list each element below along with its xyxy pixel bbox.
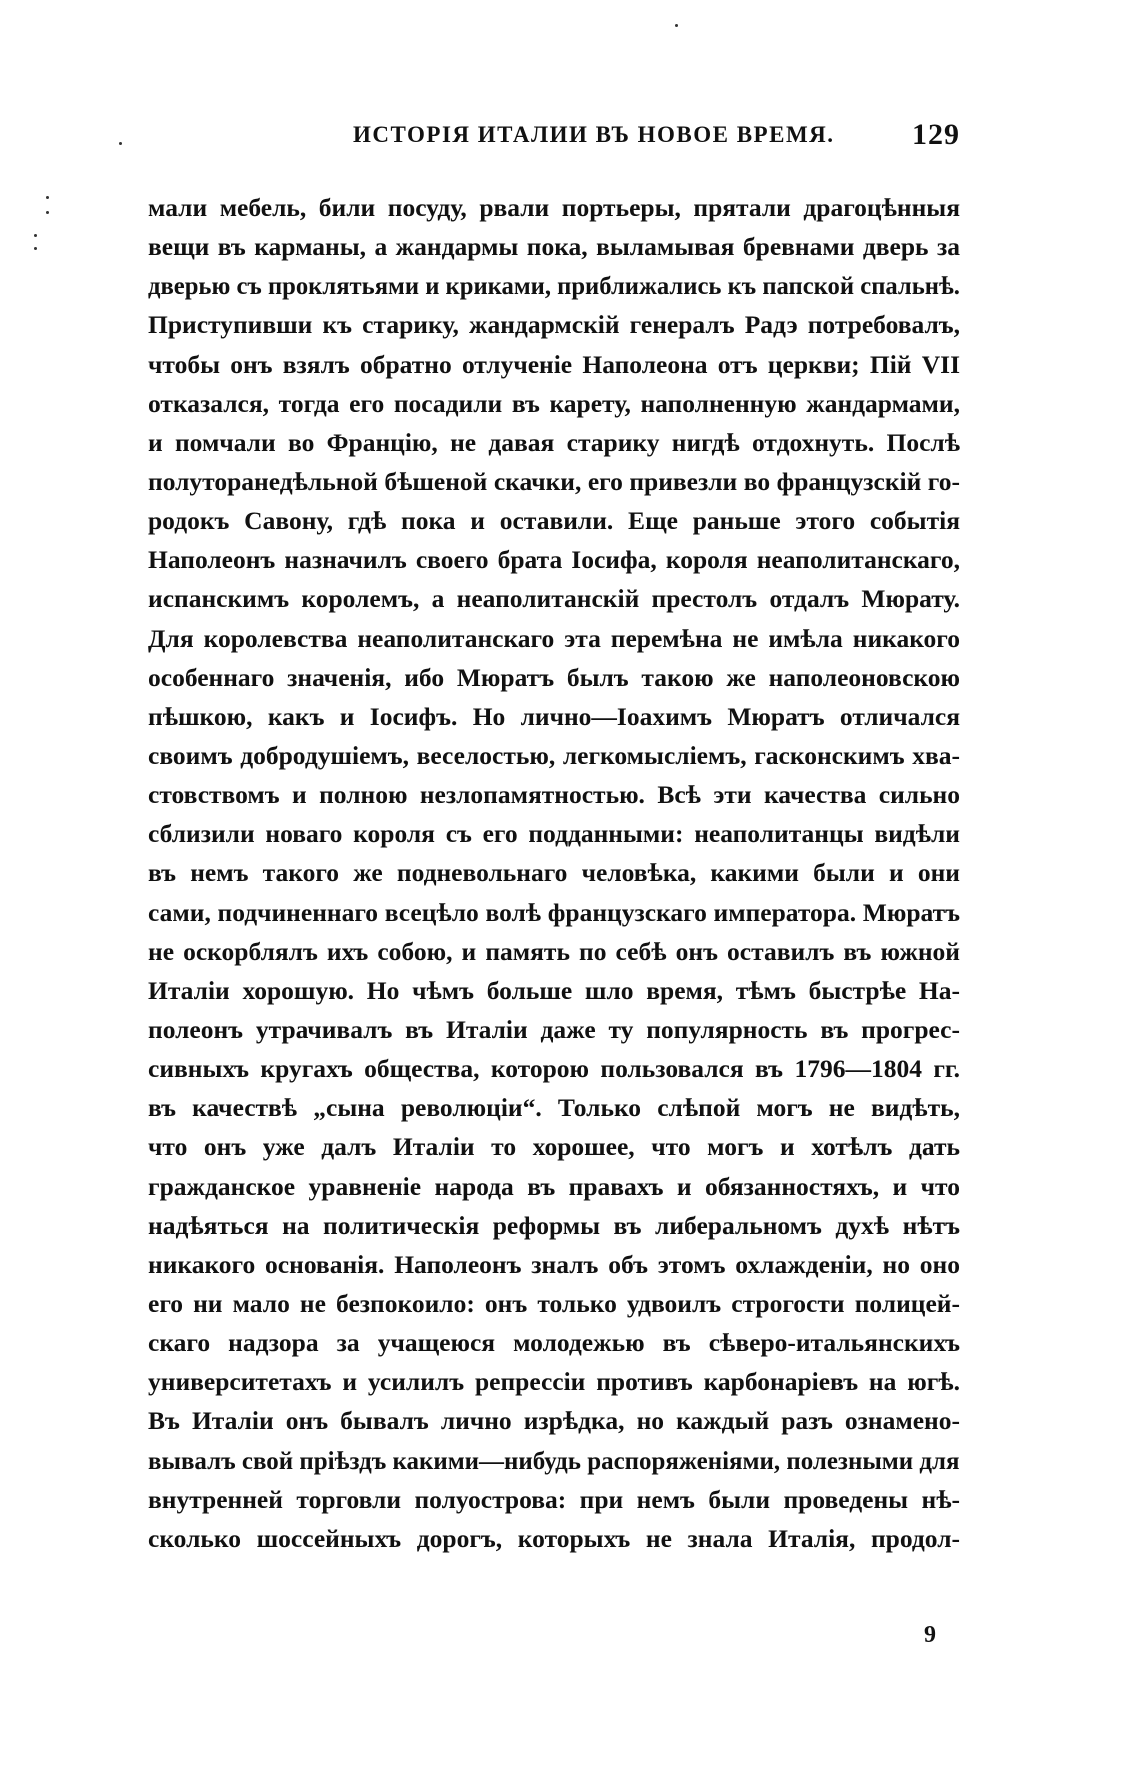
running-header	[148, 118, 960, 158]
text-line: дверью съ проклятьями и криками, приближались къ папской спальнѣ.	[148, 271, 960, 301]
text-line: мали мебель, били посуду, рвали портьеры, прятали драгоцѣнныя	[148, 193, 960, 222]
page-number: 129	[912, 118, 960, 151]
text-line: въ качествѣ „сына революціи“. Только слѣпой могъ не видѣть,	[148, 1093, 960, 1123]
text-line: чтобы онъ взялъ обратно отлученіе Наполеона отъ церкви; Пій VII	[148, 349, 960, 379]
scan-speck	[119, 142, 122, 145]
scan-speck	[34, 234, 37, 237]
scan-speck	[675, 24, 678, 27]
body-text	[148, 188, 960, 1558]
text-line: Въ Италіи онъ бывалъ лично изрѣдка, но каждый разъ ознамено-	[148, 1406, 960, 1436]
text-line: никакого основанія. Наполеонъ зналъ объ этомъ охлажденіи, но оно	[148, 1249, 960, 1279]
text-line: не оскорблялъ ихъ собою, и память по себѣ онъ оставилъ въ южной	[148, 936, 960, 966]
text-line: университетахъ и усилилъ репрессіи противъ карбонаріевъ на югѣ.	[148, 1367, 960, 1397]
scan-speck	[46, 196, 49, 199]
text-line: отказался, тогда его посадили въ карету, наполненную жандармами,	[148, 388, 960, 418]
text-line: вещи въ карманы, а жандармы пока, выламывая бревнами дверь за	[148, 232, 960, 262]
text-line: внутренней торговли полуострова: при немъ были проведены нѣ-	[148, 1484, 960, 1514]
text-line: полеонъ утрачивалъ въ Италіи даже ту популярность въ прогрес-	[148, 1014, 960, 1044]
text-line: сивныхъ кругахъ общества, которою пользовался въ 1796—1804 гг.	[148, 1054, 960, 1084]
text-line: въ немъ такого же подневольнаго человѣка, какими были и они	[148, 858, 960, 888]
text-line: надѣяться на политическія реформы въ либеральномъ духѣ нѣтъ	[148, 1210, 960, 1240]
text-line: Для королевства неаполитанскаго эта перемѣна не имѣла никакого	[148, 623, 960, 653]
text-line: пѣшкою, какъ и Іосифъ. Но лично—Іоахимъ Мюратъ отличался	[148, 701, 960, 731]
text-line: сами, подчиненнаго всецѣло волѣ французскаго императора. Мюратъ	[148, 897, 960, 927]
text-line: Наполеонъ назначилъ своего брата Іосифа, короля неаполитанскаго,	[148, 545, 960, 575]
text-line: полуторанедѣльной бѣшеной скачки, его привезли во французскій го-	[148, 466, 960, 496]
text-line: Приступивши къ старику, жандармскій генералъ Радэ потребовалъ,	[148, 310, 960, 340]
text-line: сблизили новаго короля съ его подданными: неаполитанцы видѣли	[148, 819, 960, 849]
text-line: стовствомъ и полною незлопамятностью. Всѣ эти качества сильно	[148, 780, 960, 810]
text-line: испанскимъ королемъ, а неаполитанскій престолъ отдалъ Мюрату.	[148, 584, 960, 614]
running-title: ИСТОРІЯ ИТАЛИИ ВЪ НОВОЕ ВРЕМЯ.	[353, 122, 835, 147]
text-line: своимъ добродушіемъ, веселостью, легкомысліемъ, гасконскимъ хва-	[148, 740, 960, 770]
text-line: его ни мало не безпокоило: онъ только удвоилъ строгости полицей-	[148, 1288, 960, 1318]
text-line: что онъ уже далъ Италіи то хорошее, что могъ и хотѣлъ дать	[148, 1132, 960, 1162]
text-line: сколько шоссейныхъ дорогъ, которыхъ не знала Италія, продол-	[148, 1523, 960, 1553]
text-line: гражданское уравненіе народа въ правахъ и обязанностяхъ, и что	[148, 1171, 960, 1201]
text-line: скаго надзора за учащеюся молодежью въ сѣверо-итальянскихъ	[148, 1328, 960, 1358]
text-line: родокъ Савону, гдѣ пока и оставили. Еще раньше этого событія	[148, 506, 960, 536]
scan-speck	[46, 211, 49, 214]
text-line: вывалъ свой пріѣздъ какими—нибудь распоряженіями, полезными для	[148, 1445, 960, 1475]
text-line: Италіи хорошую. Но чѣмъ больше шло время, тѣмъ быстрѣе На-	[148, 975, 960, 1005]
text-line: и помчали во Францію, не давая старику нигдѣ отдохнуть. Послѣ	[148, 427, 960, 457]
printer-signature-mark: 9	[924, 1622, 936, 1648]
scan-speck	[34, 247, 37, 250]
text-line: особеннаго значенія, ибо Мюратъ былъ такою же наполеоновскою	[148, 662, 960, 692]
